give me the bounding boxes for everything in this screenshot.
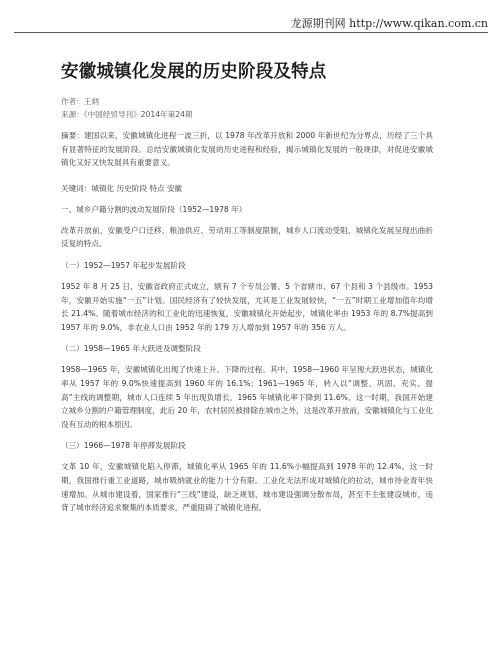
keywords: 关键词：城镇化 历史阶段 特点 安徽 <box>61 183 183 193</box>
subsection-heading-3: （三）1966—1978 年停滞发展阶段 <box>61 441 186 451</box>
article-source: 来源：《中国经贸导刊》2014年第24期 <box>61 110 193 119</box>
section-1-paragraph: 改革开放前，安徽受户口迁移、粮油供应、劳动用工等制度限制，城乡人口流动受阻，城镇化发展呈现出曲折反复的特点。 <box>61 225 433 249</box>
article <box>61 58 433 515</box>
subsection-2-paragraph: 1958—1965 年，安徽城镇化出现了快速上升、下降的过程。其中，1958—1960 年呈现大跃进状态，城镇化率从 1957 年的 9.0%快速提高到 1960 年的 16.1%；1961—1965 年，转入以“调整、巩固、充实、提高”主线的调整期，城市人口连续 5 年出现负增长，1965 年城镇化率下降到 11.6%。这一时期，我国开始建立城乡分割的户籍管理制度，此后 20 年，农村居民被排除在城市之外，这是改革开放前，安徽城镇化与工业化没有互动的根本原因。 <box>61 365 433 429</box>
section-heading-1: 一、城乡户籍分割的波动发展阶段（1952—1978 年） <box>61 204 247 214</box>
abstract-paragraph: 摘要：建国以来，安徽城镇化进程一波三折，以 1978 年改革开放和 2000 年新世纪为分界点，历经了三个具有显著特征的发展阶段。总结安徽城镇化发展的历史进程和经验，揭示城镇化发展的一般规律，对促进安徽城镇化又好又快发展具有重要意义。 <box>61 131 433 168</box>
site-name: 龙源期刊网 http://www.qikan.com.cn <box>290 17 488 30</box>
article-author: 作者：王炳 <box>61 97 99 106</box>
subsection-heading-1: （一）1952—1957 年起步发展阶段 <box>61 260 186 270</box>
article-title: 安徽城镇化发展的历史阶段及特点 <box>61 62 327 82</box>
header-rule <box>14 32 488 33</box>
page-header <box>0 0 502 40</box>
subsection-3-paragraph: 文革 10 年，安徽城镇化陷入停滞，城镇化率从 1965 年的 11.6%小幅提高到 1978 年的 12.4%。这一时期，我国推行重工业道路，城市吸纳就业的能力十分有限。工业化无法形成对城镇化的拉动，城市待业青年快速增加。从城市建设看，国家推行“三线”建设，缺乏规划，城市建设强调分散布局，甚至不主张建设城市，违背了城市经济追求聚集的本质要求，严重阻碍了城镇化进程。 <box>61 462 433 513</box>
subsection-1-paragraph: 1952 年 8 月 25 日，安徽省政府正式成立，辖有 7 个专员公署、5 个省辖市、67 个县和 3 个县级市。1953 年，安徽开始实施“一五”计划。国民经济有了较快发展，尤其是工业发展较快，“一五”时期工业增加值年均增长 21.4%。随着城市经济的和工业化的迅速恢复，安徽城镇化开始起步，城镇化率由 1953 年的 8.7%提高到 1957 年的 9.0%，非农业人口由 1952 年的 179 万人增加到 1957 年的 356 万人。 <box>61 281 433 332</box>
subsection-heading-2: （二）1958—1965 年大跃进及调整阶段 <box>61 344 201 354</box>
